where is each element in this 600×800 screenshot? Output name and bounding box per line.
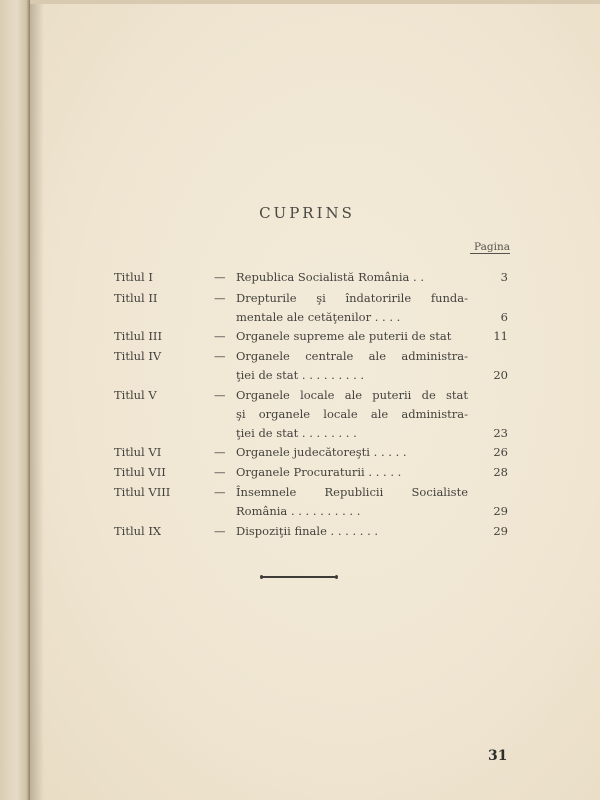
toc-line: Republica Socialistă România . . (236, 270, 424, 284)
toc-page-number: 23 (493, 426, 508, 440)
toc-line: Drepturile şi îndatoririle funda- (236, 291, 468, 305)
toc-title-text (236, 522, 468, 541)
toc-dash: — (214, 388, 226, 402)
toc-line: mentale ale cetăţenilor . . . . (236, 310, 401, 324)
toc-line: Organele judecătoreşti . . . . . (236, 445, 407, 459)
toc-page-number: 20 (493, 368, 508, 382)
toc-line: Organele centrale ale administra- (236, 349, 468, 363)
toc-title-text (236, 327, 468, 346)
ornamental-divider (262, 576, 336, 578)
toc-title-number: Titlul VIII (114, 485, 171, 499)
toc-title-number: Titlul V (114, 388, 157, 402)
toc-page-number: 6 (500, 310, 508, 324)
toc-page-number: 29 (493, 524, 508, 538)
toc-line: Însemnele Republicii Socialiste (236, 485, 468, 499)
toc-title-number: Titlul II (114, 291, 158, 305)
toc-line: ţiei de stat . . . . . . . . . (236, 368, 365, 382)
toc-dash: — (214, 329, 226, 343)
toc-line: Organele supreme ale puterii de stat (236, 329, 452, 343)
toc-title-number: Titlul VII (114, 465, 166, 479)
left-page-edge (0, 0, 30, 800)
toc-line: ţiei de stat . . . . . . . . (236, 426, 357, 440)
toc-dash: — (214, 291, 226, 305)
toc-title-number: Titlul I (114, 270, 153, 284)
binding-shadow (30, 0, 44, 800)
toc-title-number: Titlul VI (114, 445, 162, 459)
toc-title-text (236, 347, 468, 385)
toc-page-number: 28 (493, 465, 508, 479)
toc-line: Organele locale ale puterii de stat (236, 388, 468, 402)
toc-title-text (236, 443, 468, 462)
contents-title: CUPRINS (259, 204, 355, 222)
toc-page-number: 11 (493, 329, 508, 343)
toc-dash: — (214, 485, 226, 499)
toc-line: şi organele locale ale administra- (236, 407, 468, 421)
toc-line: Organele Procuraturii . . . . . (236, 465, 402, 479)
toc-title-number: Titlul IV (114, 349, 162, 363)
toc-title-number: Titlul III (114, 329, 163, 343)
page-number: 31 (488, 748, 508, 764)
toc-dash: — (214, 270, 226, 284)
page-top-edge (30, 0, 600, 4)
page-column-header: Pagina (470, 241, 510, 254)
toc-page-number: 26 (493, 445, 508, 459)
toc-title-text (236, 268, 468, 287)
toc-page-number: 29 (493, 504, 508, 518)
toc-line: România . . . . . . . . . . (236, 504, 361, 518)
toc-title-number: Titlul IX (114, 524, 162, 538)
toc-dash: — (214, 465, 226, 479)
toc-title-text (236, 463, 468, 482)
toc-title-text (236, 289, 468, 327)
toc-line: Dispoziţii finale . . . . . . . (236, 524, 379, 538)
toc-dash: — (214, 445, 226, 459)
toc-dash: — (214, 349, 226, 363)
toc-page-number: 3 (500, 270, 508, 284)
toc-title-text (236, 483, 468, 521)
toc-dash: — (214, 524, 226, 538)
toc-title-text (236, 386, 468, 443)
